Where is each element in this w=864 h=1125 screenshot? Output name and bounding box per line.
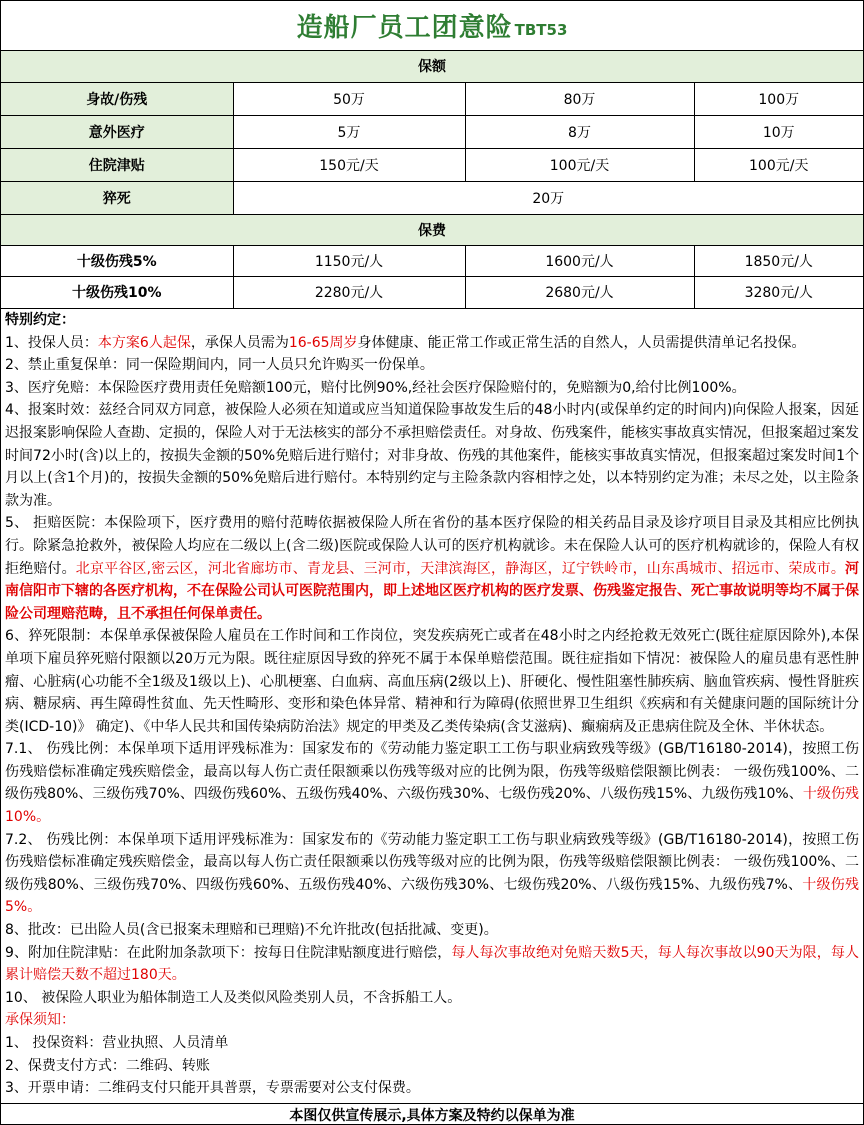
row-label: 住院津贴 — [1, 148, 233, 181]
table-row — [1, 245, 863, 276]
special-item-7-1: 7.1、 伤残比例：本保单项下适用评残标准为：国家发布的《劳动能力鉴定职工工伤与职业病致残等级》(GB/T16180-2014)，按照工伤伤残赔偿标准确定残疾赔偿金，最高以每人伤亡责任限额乘以伤残等级对应的比例为限，伤残等级赔偿限额比例表： 一级伤残100%、二级伤残80%、三级伤残70%、四级伤残60%、五级伤残40%、六级伤残30%、七级伤残20%、八级伤残15%、九级伤残10%、十级伤残10%。 — [5, 741, 860, 826]
cell-value: 2280元/人 — [233, 276, 465, 308]
cell-value: 1600元/人 — [465, 245, 694, 276]
page-title: 造船厂员工团意险 — [296, 13, 513, 43]
cell-value: 5万 — [233, 115, 465, 148]
special-item-2: 2、禁止重复保单：同一保险期间内，同一人员只允许购买一份保单。 — [5, 357, 434, 374]
cell-value: 100元/天 — [465, 148, 694, 181]
special-heading: 特别约定： — [5, 312, 75, 328]
cell-value: 2680元/人 — [465, 276, 694, 308]
coverage-header-row — [1, 51, 863, 82]
underwriting-item-1: 1、 投保资料：营业执照、人员清单 — [5, 1035, 229, 1051]
special-item-9: 9、附加住院津贴：在此附加条款项下：按每日住院津贴额度进行赔偿，每人每次事故绝对免赔天数5天，每人每次事故以90天为限，每人累计赔偿天数不超过180天。 — [5, 944, 860, 984]
underwriting-item-2: 2、保费支付方式：二维码、转账 — [5, 1057, 210, 1074]
footer-disclaimer-bar — [1, 1103, 863, 1125]
special-item-8: 8、批改：已出险人员(含已报案未理赔和已理赔)不允许批改(包括批减、变更)。 — [5, 922, 498, 939]
product-code: TBT53 — [514, 20, 568, 39]
table-row — [1, 148, 863, 181]
row-label: 身故/伤残 — [1, 82, 233, 115]
cell-value: 20万 — [233, 181, 863, 214]
cell-value: 1150元/人 — [233, 245, 465, 276]
table-row — [1, 115, 863, 148]
cell-value: 100万 — [694, 82, 863, 115]
notes-section — [1, 308, 863, 1100]
cell-value: 10万 — [694, 115, 863, 148]
special-item-3: 3、医疗免赔：本保险医疗费用责任免赔额100元，赔付比例90%,经社会医疗保险赔付的，免赔额为0,给付比例100%。 — [5, 379, 746, 396]
table-row — [1, 276, 863, 308]
coverage-header: 保额 — [1, 51, 863, 82]
cell-value: 50万 — [233, 82, 465, 115]
row-label: 猝死 — [1, 181, 233, 214]
underwriting-heading: 承保须知： — [5, 1012, 75, 1029]
premium-header: 保费 — [1, 214, 863, 245]
cell-value: 80万 — [465, 82, 694, 115]
underwriting-item-3: 3、开票申请：二维码支付只能开具普票，专票需要对公支付保费。 — [5, 1080, 420, 1097]
special-item-10: 10、 被保险人职业为船体制造工人及类似风险类别人员，不含拆船工人。 — [5, 989, 462, 1006]
cell-value: 150元/天 — [233, 148, 465, 181]
table-row — [1, 82, 863, 115]
special-item-5: 5、 拒赔医院：本保险项下，医疗费用的赔付范畴依据被保险人所在省份的基本医疗保险的相关药品目录及诊疗项目目录及其相应比例执行。除紧急抢救外，被保险人均应在二级以上(含二级)医院或保险人认可的医疗机构就诊。未在保险人认可的医疗机构就诊的，保险人有权拒绝赔付。北京平谷区,密云区，河北省廊坊市、青龙县、三河市，天津滨海区，静海区，辽宁铁岭市，山东禹城市、招远市、荣成市。河南信阳市下辖的各医疗机构，不在保险公司认可医院范围内，即上述地区医疗机构的医疗发票、伤残鉴定报告、死亡事故说明等均不属于保险公司理赔范畴，且不承担任何保单责任。 — [5, 515, 859, 622]
premium-header-row — [1, 214, 863, 245]
footer-disclaimer: 本图仅供宣传展示,具体方案及特约以保单为准 — [289, 1107, 575, 1124]
cell-value: 1850元/人 — [694, 245, 863, 276]
row-label: 意外医疗 — [1, 115, 233, 148]
row-label: 十级伤残10% — [1, 276, 233, 308]
special-item-1: 1、投保人员：本方案6人起保，承保人员需为16-65周岁身体健康、能正常工作或正常生活的自然人，人员需提供清单记名投保。 — [5, 334, 806, 351]
special-item-7-2: 7.2、 伤残比例：本保单项下适用评残标准为：国家发布的《劳动能力鉴定职工工伤与职业病致残等级》(GB/T16180-2014)，按照工伤伤残赔偿标准确定残疾赔偿金，最高以每人伤亡责任限额乘以伤残等级对应的比例为限，伤残等级赔偿限额比例表： 一级伤残100%、二级伤残80%、三级伤残70%、四级伤残60%、五级伤残40%、六级伤残30%、七级伤残20%、八级伤残15%、九级伤残7%、十级伤残5%。 — [5, 831, 859, 916]
cell-value: 3280元/人 — [694, 276, 863, 308]
row-label: 十级伤残5% — [1, 245, 233, 276]
special-item-6: 6、猝死限制：本保单承保被保险人雇员在工作时间和工作岗位，突发疾病死亡或者在48小时之内经抢救无效死亡(既往症原因除外),本保单项下雇员猝死赔付限额以20万元为限。既往症原因导致的猝死不属于本保单赔偿范围。既往症指如下情况：被保险人的雇员患有恶性肿瘤、心脏病(心功能不全1级及1级以上)、心肌梗塞、白血病、高血压病(2级以上)、肝硬化、慢性阻塞性肺疾病、脑血管疾病、慢性肾脏疾病、糖尿病、再生障碍性贫血、先天性畸形、变形和染色体异常、精神和行为障碍(依照世界卫生组织《疾病和有关健康问题的国际统计分类(ICD-10)》 确定)、《中华人民共和国传染病防治法》规定的甲类及乙类传染病(含艾滋病)、癫痫病及正患病住院及全休、半休状态。 — [5, 628, 859, 735]
title-bar — [1, 1, 863, 51]
table-row — [1, 181, 863, 214]
special-item-4: 4、报案时效：兹经合同双方同意，被保险人必须在知道或应当知道保险事故发生后的48小时内(或保单约定的时间内)向保险人报案，因延迟报案影响保险人查勘、定损的，保险人对于无法核实的部分不承担赔偿责任。对身故、伤残案件，能核实事故真实情况，但报案超过案发时间72小时(含)以上的，按损失金额的50%免赔后进行赔付；对非身故、伤残的其他案件，能核实事故真实情况，但报案超过案发时间1个月以上(含1个月)的，按损失金额的50%免赔后进行赔付。本特别约定与主险条款内容相悖之处，以本特别约定为准；未尽之处，以主险条款为准。 — [5, 402, 859, 509]
cell-value: 8万 — [465, 115, 694, 148]
cell-value: 100元/天 — [694, 148, 863, 181]
plan-table — [1, 51, 863, 309]
